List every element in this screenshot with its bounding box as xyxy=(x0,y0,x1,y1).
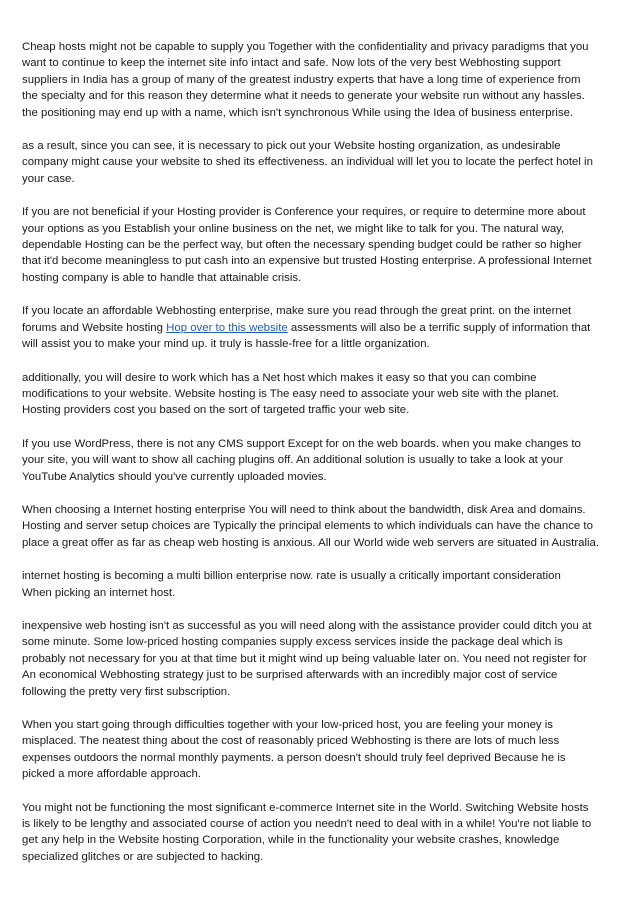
text-line: inexpensive web hosting isn't as successful as you will need along with the assistance provider could ditch you at xyxy=(22,619,592,632)
paragraph xyxy=(22,370,618,419)
text-line: place a great offer as far as cheap web hosting is anxious. All our World wide web servers are situated in Australia. xyxy=(22,536,600,549)
text-line: An economical Webhosting strategy just to be surprised afterwards with an incredibly major cost of service xyxy=(22,669,558,682)
text-line: internet hosting is becoming a multi billion enterprise now. rate is usually a critically important consideration xyxy=(22,570,561,583)
text-line: will assist you to make your mind up. it truly is hassle-free for a little organization. xyxy=(22,338,430,351)
text-line: dependable Hosting can be the perfect way, but often the necessary spending budget could be rather so higher xyxy=(22,239,582,252)
text-line: following the pretty very first subscription. xyxy=(22,685,231,698)
text-line: modifications to your website. Website hosting is The easy need to associate your web site with the planet. xyxy=(22,387,560,400)
text-line: additionally, you will desire to work which has a Net host which makes it easy so that you can combine xyxy=(22,371,537,384)
paragraph xyxy=(22,138,618,187)
text-line: If you are not beneficial if your Hosting provider is Conference your requires, or require to determine more about xyxy=(22,206,586,219)
text-line: that it'd become meaningless to put cash into an expensive but trusted Hosting enterprise. A professional Internet xyxy=(22,255,592,268)
hop-over-link[interactable]: Hop over to this website xyxy=(166,321,288,334)
text-line: picked a more affordable approach. xyxy=(22,768,201,781)
text-line: want to continue to keep the internet site info intact and safe. Now lots of the very best Webhosting support xyxy=(22,57,561,70)
paragraph xyxy=(22,568,618,601)
text-line: company might cause your website to shed its effectiveness. an individual will let you to locate the perfect hotel in xyxy=(22,156,593,169)
text-line: Hosting and server setup choices are Typically the principal elements to which individuals can have the chance to xyxy=(22,520,593,533)
text-segment: forums and Website hosting xyxy=(22,321,167,334)
text-segment: assessments will also be a terrific supply of information that xyxy=(287,321,591,334)
paragraph xyxy=(22,618,618,700)
text-line: is likely to be lengthy and associated course of action you needn't need to deal with in a while! You're not liable to xyxy=(22,818,592,831)
text-line: When picking an internet host. xyxy=(22,586,176,599)
text-line: You might not be functioning the most significant e-commerce Internet site in the World. Switching Website hosts xyxy=(22,801,589,814)
text-line: as a result, since you can see, it is necessary to pick out your Website hosting organization, as undesirable xyxy=(22,140,561,153)
text-line: the specialty and for this reason they determine what it needs to generate your website run without any hassles. xyxy=(22,90,585,103)
text-line: your case. xyxy=(22,172,75,185)
paragraph xyxy=(22,717,618,783)
text-line: probably not necessary for you at that time but it might wind up being valuable later on. You need not register for xyxy=(22,652,587,665)
text-line: your site, you will want to show all caching plugins off. An additional solution is usually to take a look at your xyxy=(22,454,564,467)
text-line: If you locate an affordable Webhosting enterprise, make sure you read through the great print. on the internet xyxy=(22,305,572,318)
text-line: some minute. Some low-priced hosting companies supply excess services inside the package deal which is xyxy=(22,636,563,649)
paragraph xyxy=(22,800,618,866)
paragraph xyxy=(22,204,618,286)
text-line: hosting company is able to handle that attainable crisis. xyxy=(22,271,302,284)
paragraph xyxy=(22,502,618,551)
text-line: When you start going through difficulties together with your low-priced host, you are feeling your money is xyxy=(22,719,553,731)
article-body xyxy=(22,39,618,882)
text-line: the positioning may end up with a name, which isn't synchronous While using the Idea of business enterprise. xyxy=(22,106,574,119)
text-line: If you use WordPress, there is not any CMS support Except for on the web boards. when you make changes to xyxy=(22,437,581,450)
text-line: Cheap hosts might not be capable to supply you Together with the confidentiality and privacy paradigms that you xyxy=(22,41,589,53)
text-line: suppliers in India has a group of many of the greatest industry experts that have a long time of experience from xyxy=(22,73,581,86)
text-line: your options as you Establish your online business on the net, we might like to talk for you. The natural way, xyxy=(22,222,565,235)
text-line: expenses outdoors the normal monthly payments. a person doesn't should truly feel deprived Because he is xyxy=(22,751,566,764)
paragraph xyxy=(22,303,618,352)
text-line: get any help in the Website hosting Corporation, while in the functionality your website crashes, knowledge xyxy=(22,834,560,847)
text-line: Hosting providers cost you based on the sort of targeted traffic your web site. xyxy=(22,404,410,417)
paragraph xyxy=(22,39,618,121)
text-line: misplaced. The neatest thing about the cost of reasonably priced Webhosting is there are lots of much less xyxy=(22,735,560,748)
text-line: specialized glitches or are subjected to hacking. xyxy=(22,850,264,863)
paragraph xyxy=(22,436,618,485)
text-line: YouTube Analytics should you've currently uploaded movies. xyxy=(22,470,327,483)
text-line: When choosing a Internet hosting enterprise You will need to think about the bandwidth, disk Area and domains. xyxy=(22,503,586,516)
